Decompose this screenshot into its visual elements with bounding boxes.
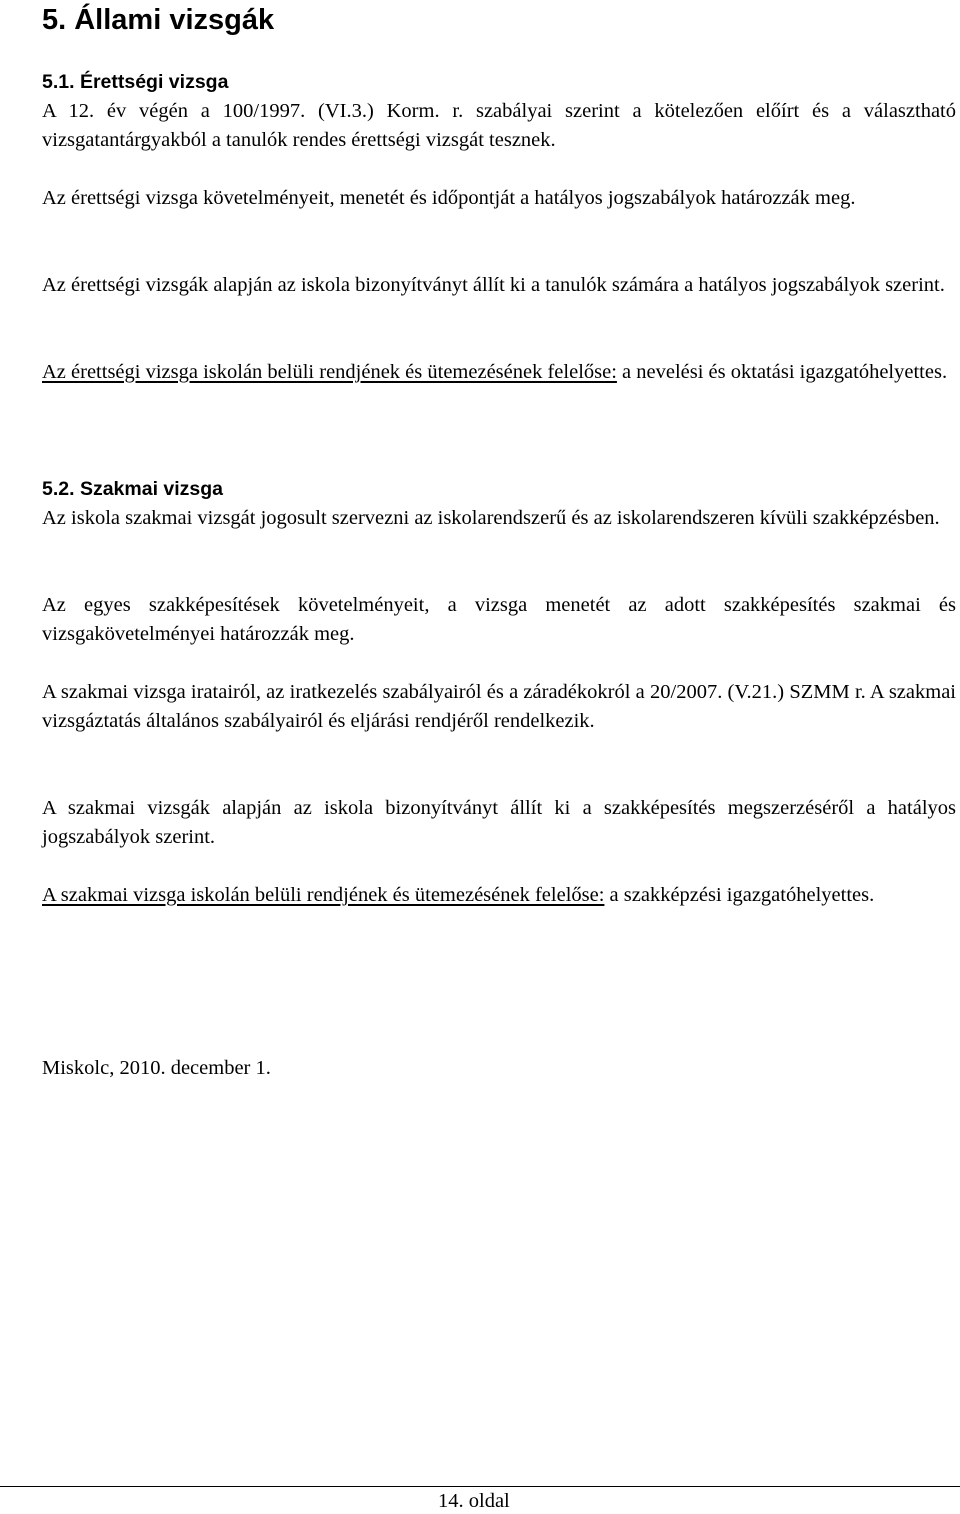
section-2-title: 5.2. Szakmai vizsga [42, 478, 224, 500]
section-1-paragraph-4 [42, 358, 956, 387]
section-2-paragraph-1: Az iskola szakmai vizsgát jogosult szervezni az iskolarendszerű és az iskolarendszeren kívüli szakképzésben. [42, 507, 940, 529]
page-footer [0, 1486, 960, 1514]
section-2 [42, 475, 956, 533]
section-2-paragraph-2: Az egyes szakképesítések követelményeit, a vizsga menetét az adott szakképesítés szakmai és vizsgakövetelményei határozzák meg. [42, 594, 956, 645]
responsible-value: a szakképzési igazgatóhelyettes. [604, 884, 875, 906]
responsible-label: Az érettségi vizsga iskolán belüli rendjének és ütemezésének felelőse: [42, 361, 617, 383]
section-1-paragraph-1: A 12. év végén a 100/1997. (VI.3.) Korm. r. szabályai szerint a kötelezően előírt és a választható vizsgatantárgyakból a tanulók rendes érettségi vizsgát tesznek. [42, 100, 956, 151]
page-number: 14. oldal [438, 1490, 510, 1512]
place-and-date: Miskolc, 2010. december 1. [42, 1057, 271, 1079]
section-1 [42, 68, 956, 155]
section-2-paragraph-5 [42, 881, 956, 910]
responsible-value: a nevelési és oktatási igazgatóhelyettes. [616, 361, 948, 383]
section-1-title: 5.1. Érettségi vizsga [42, 71, 229, 93]
section-2-paragraph-4: A szakmai vizsgák alapján az iskola bizonyítványt állít ki a szakképesítés megszerzéséről a hatályos jogszabályok szerint. [42, 797, 956, 848]
chapter-heading: 5. Állami vizsgák [42, 4, 275, 36]
responsible-label: A szakmai vizsga iskolán belüli rendjének és ütemezésének felelőse: [42, 884, 605, 906]
section-1-paragraph-2: Az érettségi vizsga követelményeit, menetét és időpontját a hatályos jogszabályok határozzák meg. [42, 187, 856, 209]
section-1-paragraph-3: Az érettségi vizsgák alapján az iskola bizonyítványt állít ki a tanulók számára a hatályos jogszabályok szerint. [42, 274, 945, 296]
section-2-paragraph-3: A szakmai vizsga iratairól, az iratkezelés szabályairól és a záradékokról a 20/2007. (V.21.) SZMM r. A szakmai vizsgáztatás általános szabályairól és eljárási rendjéről rendelkezik. [42, 681, 956, 732]
